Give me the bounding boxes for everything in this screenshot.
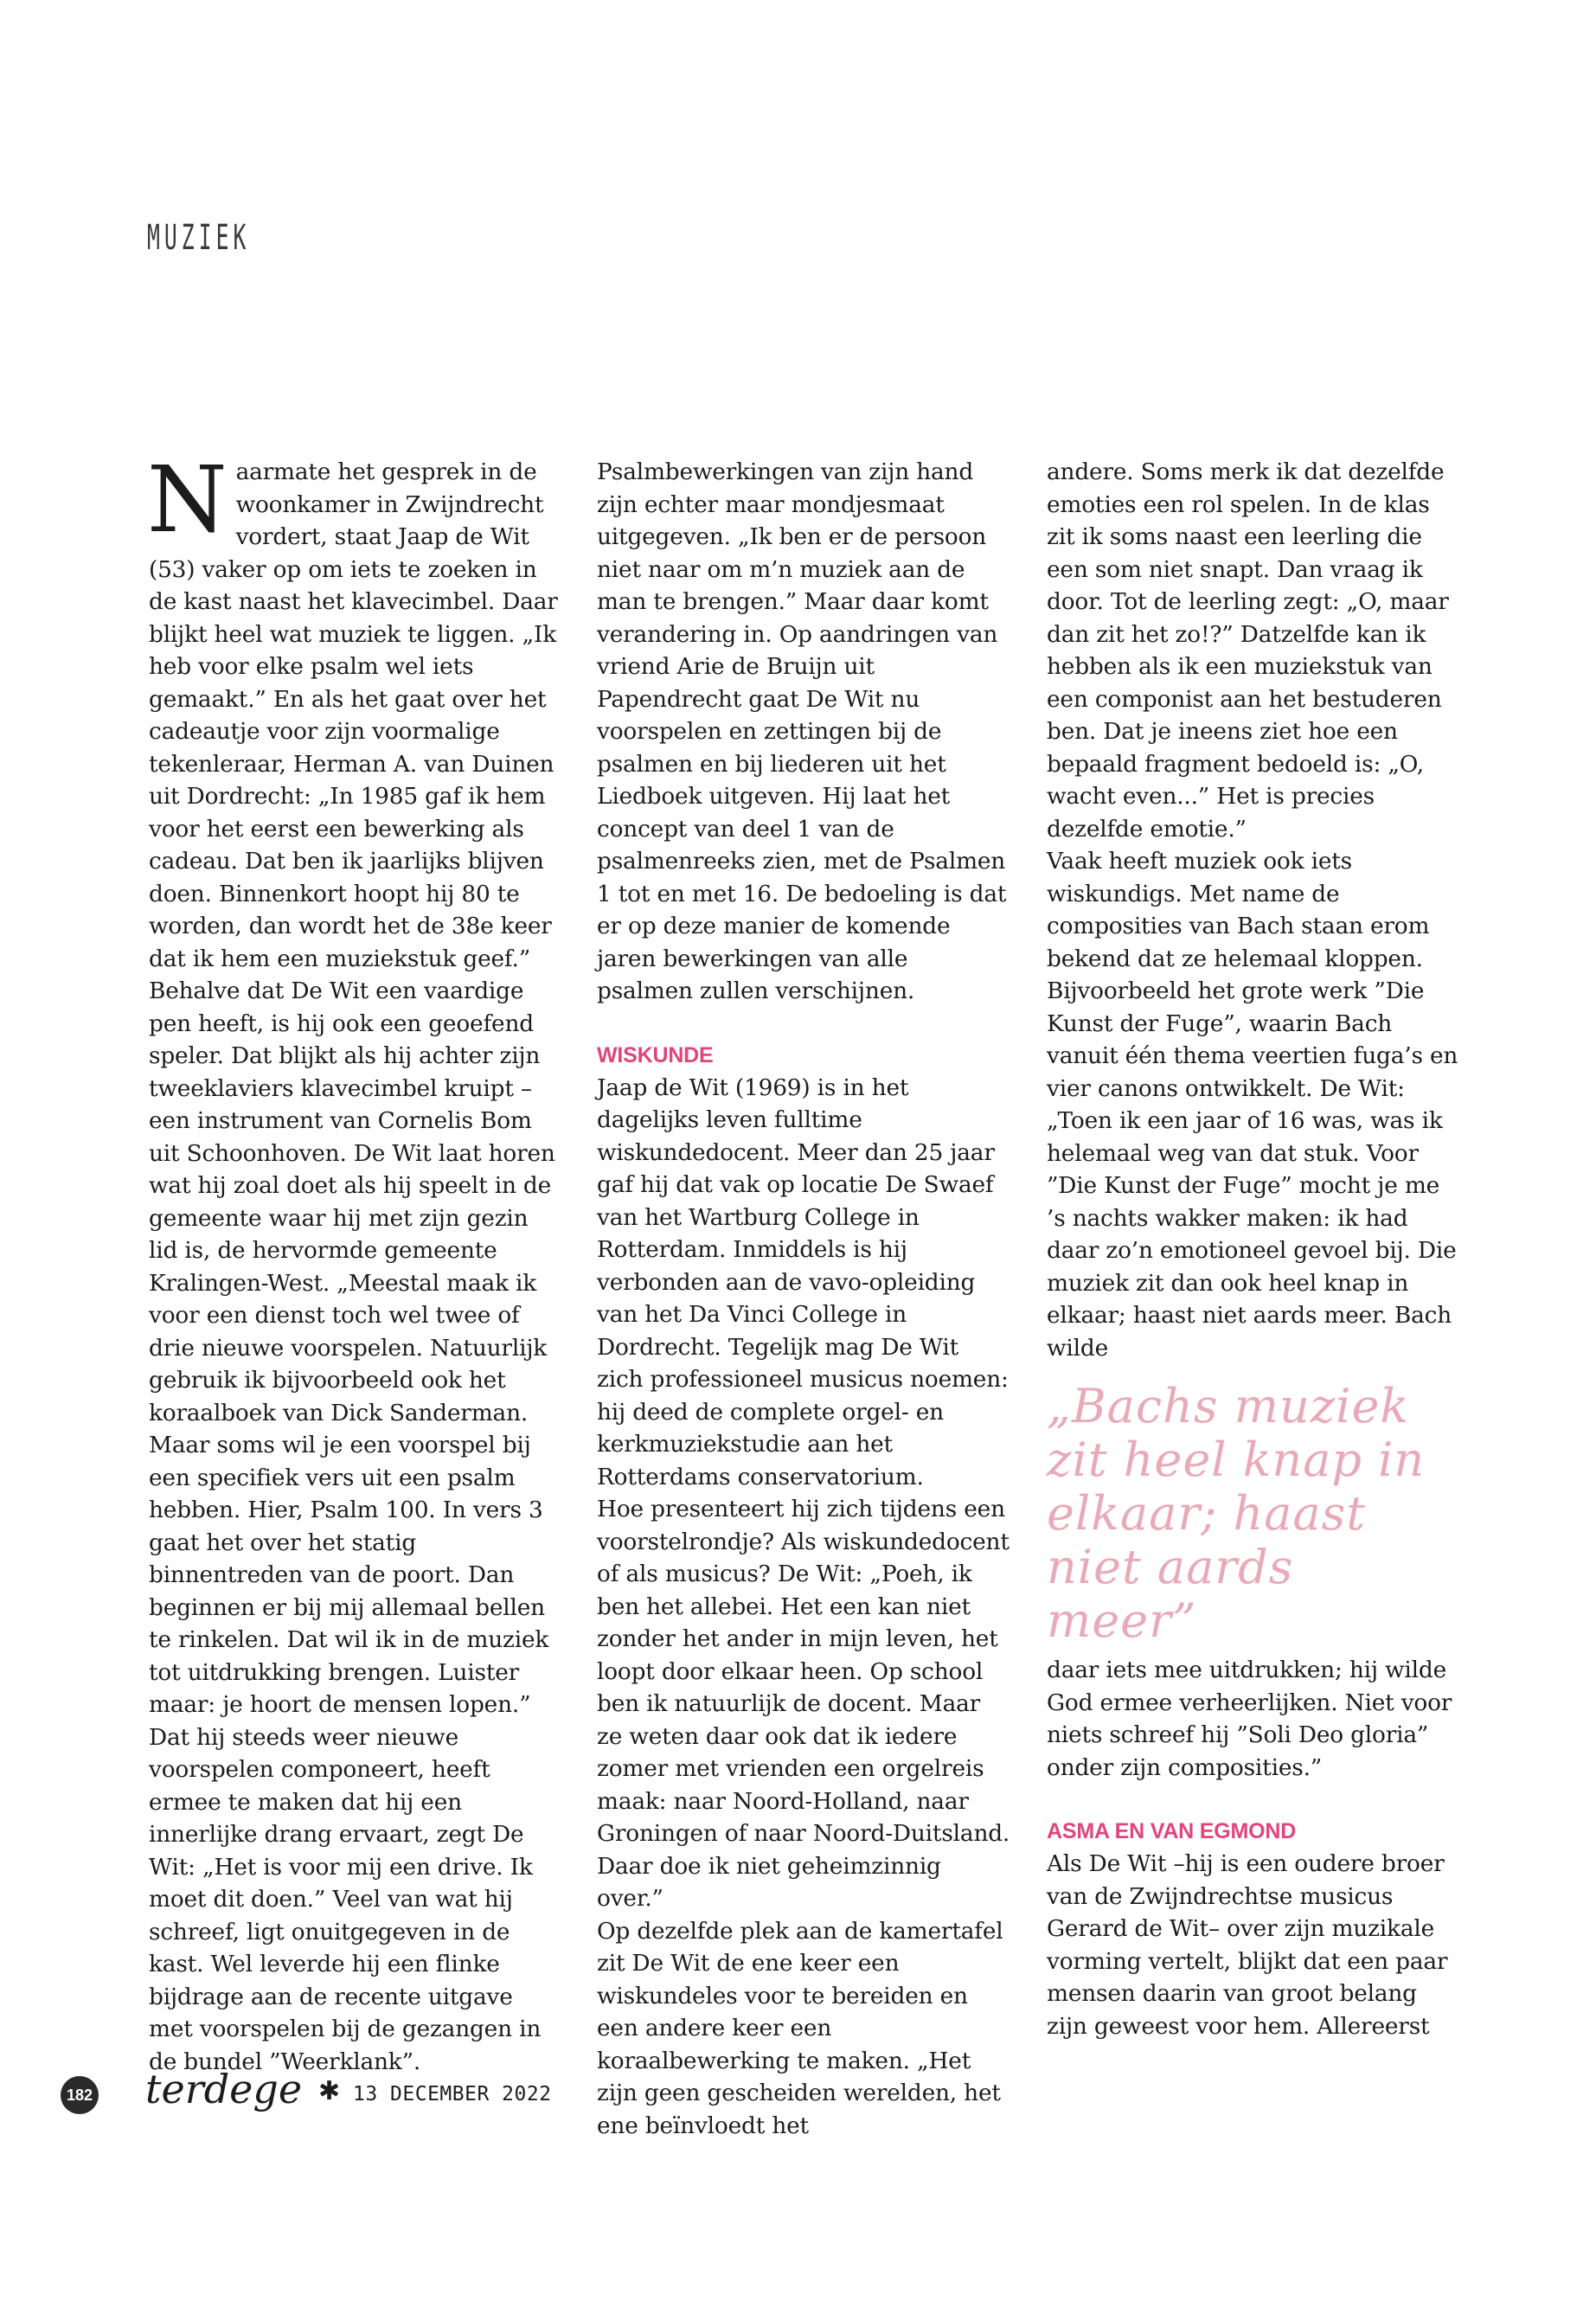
article-column-3 xyxy=(1047,456,1460,1364)
paragraph: Behalve dat De Wit een vaardige pen heeft, is hij ook een geoefend speler. Dat blijkt als hij achter zijn tweeklaviers klavecimbel kruipt – een instrument van Cornelis Bom uit Schoonhoven. De Wit laat horen wat hij zoal doet als hij speelt in de gemeente waar hij met zijn gezin lid is, de hervormde gemeente Kralingen-West. „Meestal maak ik voor een dienst toch wel twee of drie nieuwe voorspelen. Natuurlijk gebruik ik bijvoorbeeld ook het koraalboek van Dick Sanderman. Maar soms wil je een voorspel bij een specifiek vers uit een psalm hebben. Hier, Psalm 100. In vers 3 gaat het over het statig binnentreden van de poort. Dan beginnen er bij mij allemaal bellen te rinkelen. Dat wil ik in de muziek tot uitdrukking brengen. Luister maar: je hoort de mensen lopen.” xyxy=(149,977,555,1718)
paragraph: andere. Soms merk ik dat dezelfde emoties een rol spelen. In de klas zit ik soms naast een leerling die een som niet snapt. Dan vraag ik door. Tot de leerling zegt: „O, maar dan zit het zo!?” Datzelfde kan ik hebben als ik een muziekstuk van een componist aan het bestuderen ben. Dat je ineens ziet hoe een bepaald fragment bedoeld is: „O, wacht even...” Het is precies dezelfde emotie.” xyxy=(1047,458,1449,843)
pull-quote: „Bachs muziek zit heel knap in elkaar; haast niet aards meer” xyxy=(1047,1379,1426,1648)
article-column-2 xyxy=(597,456,1010,2142)
paragraph: Vaak heeft muziek ook iets wiskundigs. Met name de composities van Bach staan erom bekend dat ze helemaal kloppen. Bijvoorbeeld het grote werk ”Die Kunst der Fuge”, waarin Bach vanuit één thema veertien fuga’s en vier canons ontwikkelt. De Wit: „Toen ik een jaar of 16 was, was ik helemaal weg van dat stuk. Voor ”Die Kunst der Fuge” mocht je me ’s nachts wakker maken: ik had daar zo’n emotioneel gevoel bij. Die muziek zit dan ook heel knap in elkaar; haast niet aards meer. Bach wilde xyxy=(1047,848,1458,1362)
page-number-badge: 182 xyxy=(61,2076,99,2114)
paragraph: Op dezelfde plek aan de kamertafel zit De Wit de ene keer een wiskundeles voor te bereiden en een andere keer een koraalbewerking te maken. „Het zijn geen gescheiden werelden, het ene beïnvloedt het xyxy=(597,1917,1003,2139)
subheading-asma-en-van-egmond: ASMA EN VAN EGMOND xyxy=(1047,1819,1297,1843)
issue-date: 13 DECEMBER 2022 xyxy=(353,2083,552,2106)
drop-cap: N xyxy=(147,446,228,553)
paragraph: Als De Wit –hij is een oudere broer van de Zwijndrechtse musicus Gerard de Wit– over zijn muzikale vorming vertelt, blijkt dat een paar mensen daarin van groot belang zijn geweest voor hem. Allereerst xyxy=(1047,1850,1448,2040)
article-column-3-continued xyxy=(1047,1654,1460,2042)
paragraph: Hoe presenteert hij zich tijdens een voorstelrondje? Als wiskundedocent of als musicus? De Wit: „Poeh, ik ben het allebei. Het een kan niet zonder het ander in mijn leven, het loopt door elkaar heen. Op school ben ik natuurlijk de docent. Maar ze weten daar ook dat ik iedere zomer met vrienden een orgelreis maak: naar Noord-Holland, naar Groningen of naar Noord-Duitsland. Daar doe ik niet geheimzinnig over.” xyxy=(597,1496,1010,1912)
paragraph: daar iets mee uitdrukken; hij wilde God ermee verheerlijken. Niet voor niets schreef hij ”Soli Deo gloria” onder zijn composities.” xyxy=(1047,1657,1452,1781)
asterisk-icon: ✱ xyxy=(318,2076,341,2106)
subheading-wiskunde: WISKUNDE xyxy=(597,1042,714,1067)
section-label: MUZIEK xyxy=(147,218,251,258)
paragraph: Psalmbewerkingen van zijn hand zijn echter maar mondjesmaat uitgegeven. „Ik ben er de persoon niet naar om m’n muziek aan de man te brengen.” Maar daar komt verandering in. Op aandringen van vriend Arie de Bruijn uit Papendrecht gaat De Wit nu voorspelen en zettingen bij de psalmen en bij liederen uit het Liedboek uitgeven. Hij laat het concept van deel 1 van de psalmenreeks zien, met de Psalmen 1 tot en met 16. De bedoeling is dat er op deze manier de komende jaren bewerkingen van alle psalmen zullen verschijnen. xyxy=(597,458,1007,1004)
paragraph: Dat hij steeds weer nieuwe voorspelen componeert, heeft ermee te maken dat hij een innerlijke drang ervaart, zegt De Wit: „Het is voor mij een drive. Ik moet dit doen.” Veel van wat hij schreef, ligt onuitgegeven in de kast. Wel leverde hij een flinke bijdrage aan de recente uitgave met voorspelen bij de gezangen in de bundel ”Weerklank”. xyxy=(149,1723,542,2075)
paragraph: Jaap de Wit (1969) is in het dagelijks leven fulltime wiskundedocent. Meer dan 25 jaar gaf hij dat vak op locatie De Swaef van het Wartburg College in Rotterdam. Inmiddels is hij verbonden aan de vavo-opleiding van het Da Vinci College in Dordrecht. Tegelijk mag De Wit zich professioneel musicus noemen: hij deed de complete orgel- en kerkmuziekstudie aan het Rotterdams conservatorium. xyxy=(597,1074,1009,1490)
magazine-logo: terdege xyxy=(145,2066,303,2112)
paragraph: aarmate het gesprek in de woonkamer in Zwijndrecht vordert, staat Jaap de Wit (53) vaker op om iets te zoeken in de kast naast het klavecimbel. Daar blijkt heel wat muziek te liggen. „Ik heb voor elke psalm wel iets gemaakt.” En als het gaat over het cadeautje voor zijn voormalige tekenleraar, Herman A. van Duinen uit Dordrecht: „In 1985 gaf ik hem voor het eerst een bewerking als cadeau. Dat ben ik jaarlijks blijven doen. Binnenkort hoopt hij 80 te worden, dan wordt het de 38e keer dat ik hem een muziekstuk geef.” xyxy=(149,458,558,972)
article-column-1 xyxy=(147,446,562,2078)
